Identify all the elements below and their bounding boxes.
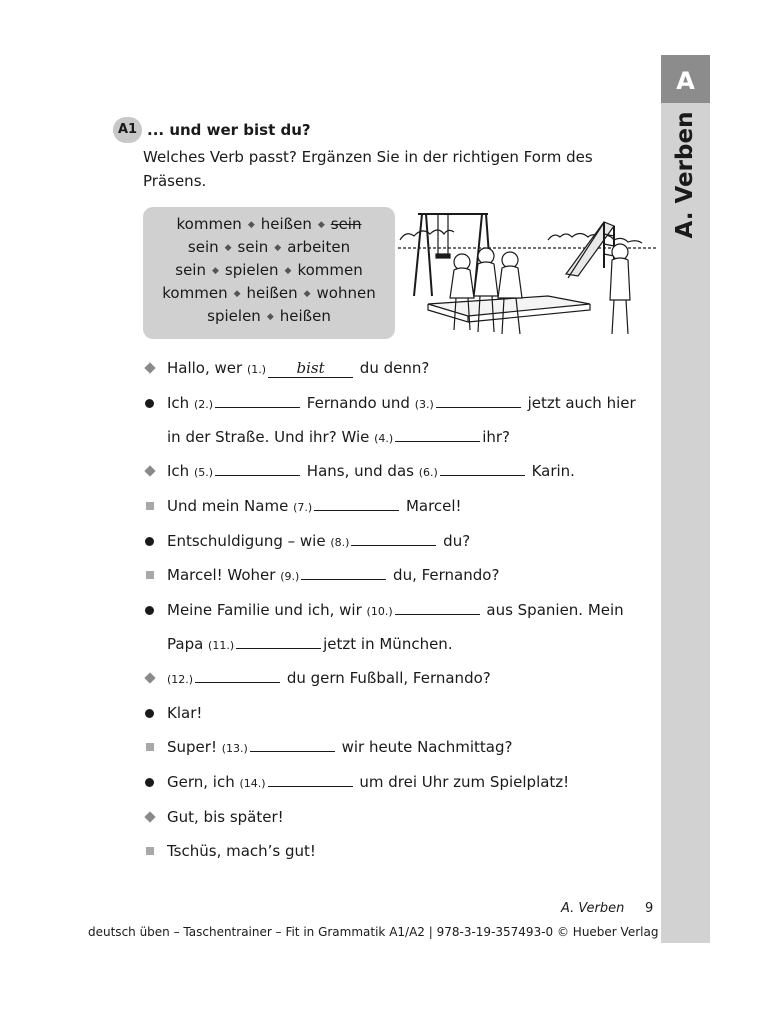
word-box-word: heißen	[260, 215, 312, 233]
blank-number: (3.)	[414, 398, 434, 411]
dialog-text: Papa	[167, 635, 209, 653]
dialog-line	[167, 424, 510, 452]
dialog-line	[167, 631, 453, 659]
exercise-title: ... und wer bist du?	[147, 121, 311, 139]
side-tab-title: A. Verben	[672, 111, 698, 239]
blank-number: (10.)	[366, 605, 393, 618]
dialog-text: Marcel! Woher	[167, 566, 281, 584]
dialog-text: du, Fernando?	[388, 566, 500, 584]
blank-number: (13.)	[221, 742, 248, 755]
dialog-line	[167, 597, 624, 625]
word-box-line	[143, 307, 395, 325]
separator-icon: ◆	[247, 219, 255, 230]
answer-blank[interactable]	[301, 565, 386, 580]
exercise-badge: A1	[113, 117, 142, 143]
answer-blank[interactable]	[314, 496, 399, 511]
word-box-line	[143, 238, 395, 256]
blank-number: (4.)	[374, 432, 394, 445]
dialog-text: Fernando und	[302, 394, 415, 412]
word-box-word: sein	[237, 238, 269, 256]
word-box-word: wohnen	[316, 284, 376, 302]
answer-blank[interactable]	[268, 772, 353, 787]
dialog-line	[167, 769, 569, 797]
dialog-line	[167, 355, 429, 383]
dialog-text: Karin.	[526, 462, 575, 480]
dialog-line	[167, 458, 575, 486]
dot-bullet-icon	[145, 709, 154, 718]
dialog-text: Entschuldigung – wie	[167, 532, 331, 550]
dialog-text: Hans, und das	[302, 462, 419, 480]
dialog-text: du denn?	[355, 359, 430, 377]
diamond-bullet-icon	[144, 362, 155, 373]
dialog-text: Und mein Name	[167, 497, 294, 515]
side-tab-letter: A	[661, 55, 710, 103]
square-bullet-icon	[146, 571, 154, 579]
dialog-text: Hallo, wer	[167, 359, 247, 377]
dialog-text: in der Straße. Und ihr? Wie	[167, 428, 375, 446]
separator-icon: ◆	[233, 288, 241, 299]
separator-icon: ◆	[317, 219, 325, 230]
blank-number: (14.)	[239, 777, 266, 790]
dot-bullet-icon	[145, 537, 154, 546]
blank-number: (12.)	[167, 673, 194, 686]
dialog-text: jetzt auch hier	[522, 394, 636, 412]
answer-blank[interactable]	[195, 668, 280, 683]
dialog-text: aus Spanien. Mein	[481, 601, 624, 619]
dialog-text: Super!	[167, 738, 222, 756]
page-number: 9	[645, 901, 654, 916]
answer-blank[interactable]	[395, 600, 480, 615]
separator-icon: ◆	[211, 265, 219, 276]
word-box-word: heißen	[279, 307, 331, 325]
dialog-text: wir heute Nachmittag?	[336, 738, 513, 756]
word-box-line	[143, 215, 395, 233]
answer-blank[interactable]: bist	[268, 361, 353, 378]
dialog-text: du?	[438, 532, 471, 550]
separator-icon: ◆	[303, 288, 311, 299]
blank-number: (5.)	[193, 466, 214, 479]
dialog-line	[167, 528, 470, 556]
diamond-bullet-icon	[144, 465, 155, 476]
blank-number: (2.)	[193, 398, 214, 411]
blank-number: (9.)	[280, 570, 300, 583]
answer-blank[interactable]	[236, 634, 321, 649]
footer-credit: deutsch üben – Taschentrainer – Fit in Grammatik A1/A2 | 978-3-19-357493-0 © Hueber Verlag	[88, 925, 659, 939]
blank-number: (1.)	[246, 363, 267, 376]
word-box-word: sein	[330, 215, 362, 233]
blank-number: (7.)	[293, 501, 313, 514]
blank-number: (11.)	[208, 639, 235, 652]
dialog-text: Tschüs, mach’s gut!	[167, 842, 316, 860]
dialog-line	[167, 390, 636, 418]
exercise-instruction: Welches Verb passt? Ergänzen Sie in der richtigen Form des Präsens.	[143, 148, 593, 190]
dot-bullet-icon	[145, 778, 154, 787]
answer-blank[interactable]	[215, 461, 300, 476]
playground-illustration	[398, 204, 656, 344]
word-box-word: heißen	[246, 284, 298, 302]
dialog-text: ihr?	[482, 428, 511, 446]
dialog-text: Ich	[167, 394, 194, 412]
dialog-line	[167, 734, 512, 762]
separator-icon: ◆	[284, 265, 292, 276]
answer-blank[interactable]	[250, 737, 335, 752]
footer-section: A. Verben	[561, 901, 625, 916]
diamond-bullet-icon	[144, 811, 155, 822]
dialog-line	[167, 665, 491, 693]
word-box-word: kommen	[162, 284, 228, 302]
dot-bullet-icon	[145, 606, 154, 615]
word-box-word: spielen	[224, 261, 279, 279]
dialog-text: Ich	[167, 462, 194, 480]
answer-blank[interactable]	[395, 427, 480, 442]
dialog-text: Marcel!	[401, 497, 462, 515]
word-box-line	[143, 284, 395, 302]
square-bullet-icon	[146, 847, 154, 855]
dialog-text: Gut, bis später!	[167, 808, 284, 826]
answer-blank[interactable]	[440, 461, 525, 476]
dialog-line	[167, 700, 202, 726]
square-bullet-icon	[146, 743, 154, 751]
answer-blank[interactable]	[436, 393, 521, 408]
diamond-bullet-icon	[144, 672, 155, 683]
dialog-line	[167, 562, 499, 590]
dialog-text: jetzt in München.	[323, 635, 453, 653]
word-box-word: kommen	[176, 215, 242, 233]
dialog-line	[167, 838, 316, 864]
separator-icon: ◆	[224, 242, 232, 253]
dialog-text: Gern, ich	[167, 773, 240, 791]
square-bullet-icon	[146, 502, 154, 510]
blank-number: (8.)	[330, 536, 350, 549]
answer-blank[interactable]	[351, 531, 436, 546]
answer-blank[interactable]	[215, 393, 300, 408]
word-box	[143, 207, 395, 339]
separator-icon: ◆	[274, 242, 282, 253]
dialog-line	[167, 493, 462, 521]
word-box-word: spielen	[207, 307, 261, 325]
word-box-line	[143, 261, 395, 279]
separator-icon: ◆	[266, 311, 274, 322]
word-box-word: sein	[187, 238, 219, 256]
dialog-text: Klar!	[167, 704, 203, 722]
dialog-line	[167, 804, 284, 830]
dot-bullet-icon	[145, 399, 154, 408]
word-box-word: sein	[175, 261, 206, 279]
blank-number: (6.)	[418, 466, 438, 479]
dialog-text: um drei Uhr zum Spielplatz!	[354, 773, 570, 791]
word-box-word: arbeiten	[287, 238, 351, 256]
word-box-word: kommen	[297, 261, 363, 279]
dialog-text: du gern Fußball, Fernando?	[282, 669, 491, 687]
dialog-text: Meine Familie und ich, wir	[167, 601, 367, 619]
